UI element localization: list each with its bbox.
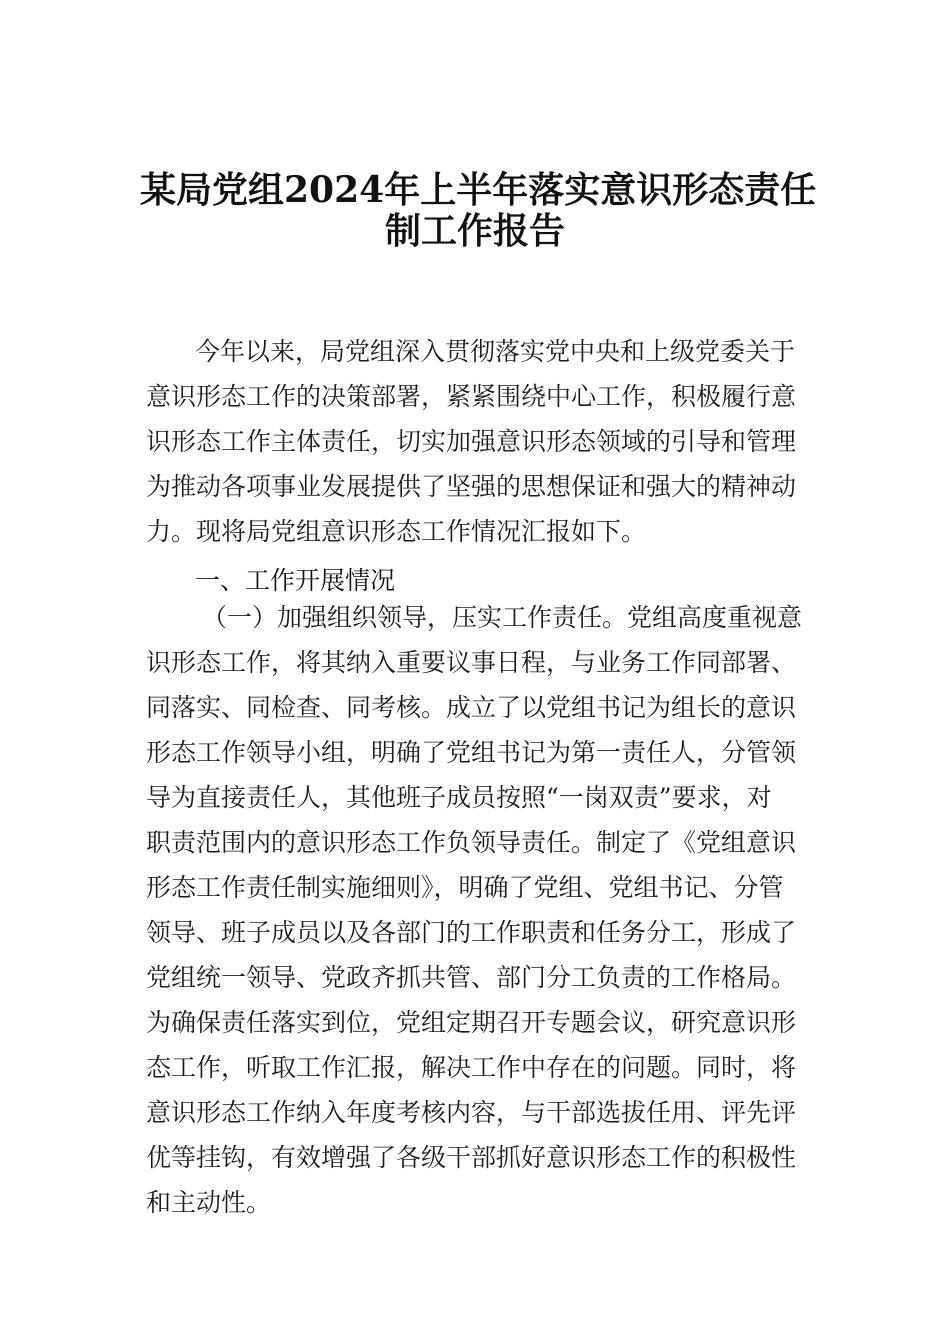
- paragraph-line: 识形态工作，将其纳入重要议事日程，与业务工作同部署、: [146, 648, 797, 677]
- intro-line: 力。现将局党组意识形态工作情况汇报如下。: [146, 517, 647, 546]
- paragraph-line: （一）加强组织领导，压实工作责任。党组高度重视意: [202, 603, 803, 632]
- paragraph-line: 导为直接责任人，其他班子成员按照“一岗双责”要求，对: [146, 783, 772, 812]
- intro-line: 识形态工作主体责任，切实加强意识形态领域的引导和管理: [146, 427, 797, 456]
- paragraph-line: 领导、班子成员以及各部门的工作职责和任务分工，形成了: [146, 918, 797, 947]
- paragraph-line: 职责范围内的意识形态工作负领导责任。制定了《党组意识: [146, 828, 797, 857]
- paragraph-line: 态工作，听取工作汇报，解决工作中存在的问题。同时，将: [146, 1053, 797, 1082]
- paragraph-line: 形态工作责任制实施细则》，明确了党组、党组书记、分管: [146, 873, 784, 902]
- intro-line: 意识形态工作的决策部署，紧紧围绕中心工作，积极履行意: [146, 382, 797, 411]
- paragraph-line: 党组统一领导、党政齐抓共管、部门分工负责的工作格局。: [146, 963, 797, 992]
- paragraph-line: 意识形态工作纳入年度考核内容，与干部选拔任用、评先评: [146, 1098, 797, 1127]
- section-heading: 一、工作开展情况: [195, 566, 396, 595]
- document-title-line-1: 某局党组2024年上半年落实意识形态责任: [140, 169, 817, 211]
- paragraph-line: 形态工作领导小组，明确了党组书记为第一责任人，分管领: [146, 738, 797, 767]
- paragraph-line: 为确保责任落实到位，党组定期召开专题会议，研究意识形: [146, 1008, 797, 1037]
- paragraph-line: 同落实、同检查、同考核。成立了以党组书记为组长的意识: [146, 693, 797, 722]
- paragraph-line: 和主动性。: [146, 1188, 272, 1217]
- intro-line: 今年以来，局党组深入贯彻落实党中央和上级党委关于: [195, 337, 796, 366]
- intro-line: 为推动各项事业发展提供了坚强的思想保证和强大的精神动: [146, 472, 797, 501]
- document-title-line-2: 制工作报告: [384, 210, 565, 252]
- paragraph-line: 优等挂钩，有效增强了各级干部抓好意识形态工作的积极性: [146, 1143, 797, 1172]
